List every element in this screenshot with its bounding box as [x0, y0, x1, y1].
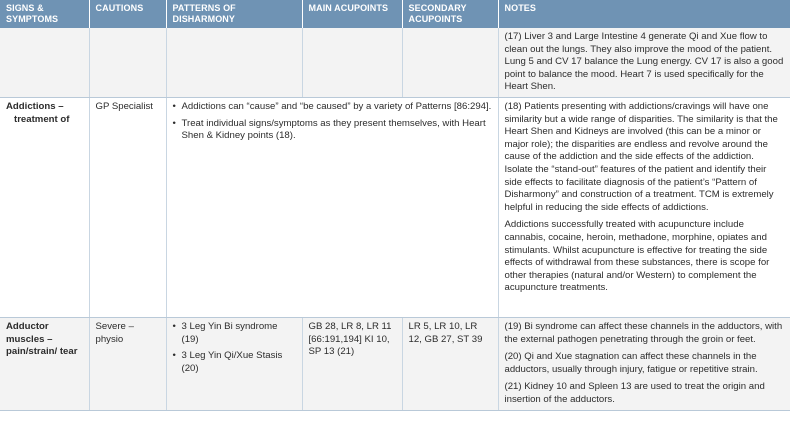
- header-secondary-acupoints: SECONDARY ACUPOINTS: [402, 0, 498, 28]
- signs-cell: [0, 28, 89, 97]
- cautions-cell: [89, 28, 166, 97]
- signs-line: treatment of: [14, 113, 70, 125]
- patterns-list: [173, 321, 297, 375]
- notes-cell: [498, 97, 790, 317]
- pattern-item: • Addictions can “cause” and “be caused” by a variety of Patterns [86:294].: [173, 101, 493, 114]
- header-patterns: PATTERNS OF DISHARMONY: [166, 0, 302, 28]
- cautions-cell: Severe – physio: [89, 317, 166, 410]
- table-row: [0, 97, 790, 317]
- signs-cell: Adductor muscles – pain/strain/ tear: [0, 317, 89, 410]
- patterns-list: [173, 101, 493, 143]
- main-acupoints-cell: [302, 28, 402, 97]
- patterns-cell: [166, 317, 302, 410]
- note-paragraph: (17) Liver 3 and Large Intestine 4 generate Qi and Xue flow to clean out the lungs. They also improve the mood of the patient. Lung 5 and CV 17 balance the Lung energy. CV 17 is also a good point to balance the mood. Heart 7 is used specifically for the Heart Shen.: [504, 31, 784, 93]
- table-row: [0, 28, 790, 97]
- signs-cell: [0, 97, 89, 317]
- header-notes: NOTES: [498, 0, 790, 28]
- signs-line: Addictions –: [6, 100, 64, 112]
- patterns-cell: [166, 28, 302, 97]
- notes-cell: [498, 28, 790, 97]
- note-paragraph: Addictions successfully treated with acupuncture include cannabis, cocaine, heroin, methadone, morphine, opiates and stimulants. Whilst acupuncture is effective for treating the side effects of withdrawal from these substances, there is scope for other therapies (natural and/or Western) to complement the acupuncture treatments.: [504, 219, 770, 294]
- header-main-acupoints: MAIN ACUPOINTS: [302, 0, 402, 28]
- table-row: [0, 317, 790, 410]
- header-row: [0, 0, 790, 28]
- secondary-acupoints-cell: [402, 28, 498, 97]
- pattern-item: • 3 Leg Yin Qi/Xue Stasis (20): [173, 350, 297, 375]
- note-paragraph: (21) Kidney 10 and Spleen 13 are used to treat the origin and insertion of the adductors.: [504, 381, 765, 405]
- cautions-cell: GP Specialist: [89, 97, 166, 317]
- header-cautions: CAUTIONS: [89, 0, 166, 28]
- patterns-cell: [166, 97, 498, 317]
- notes-cell: [498, 317, 790, 410]
- note-paragraph: (20) Qi and Xue stagnation can affect these channels in the adductors, usually through injury, fatigue or repetitive strain.: [504, 351, 758, 375]
- main-acupoints-cell: GB 28, LR 8, LR 11 [66:191,194] KI 10, SP 13 (21): [302, 317, 402, 410]
- pattern-item: • 3 Leg Yin Bi syndrome (19): [173, 321, 297, 346]
- pattern-item: • Treat individual signs/symptoms as they present themselves, with Heart Shen & Kidney points (18).: [173, 118, 493, 143]
- note-paragraph: (19) Bi syndrome can affect these channels in the adductors, with the external pathogen penetrating through the groin or feet.: [504, 320, 783, 345]
- note-paragraph: (18) Patients presenting with addictions/cravings will have one similarity but a wide range of disparities. The similarity is that the Heart Shen and Kidneys are involved (this can be a minor or major role); the disparities are endless and revolve around the cause of the addiction and the side effects of the addiction. Isolate the “stand-out” features of the patient and identify their side effects to facilitate diagnosis of the patient’s “Pattern of Disharmony” and construction of a treatment. TCM is extremely helpful in reducing the side effects of addictions.: [504, 100, 778, 213]
- header-signs: SIGNS & SYMPTOMS: [0, 0, 89, 28]
- secondary-acupoints-cell: LR 5, LR 10, LR 12, GB 27, ST 39: [402, 317, 498, 410]
